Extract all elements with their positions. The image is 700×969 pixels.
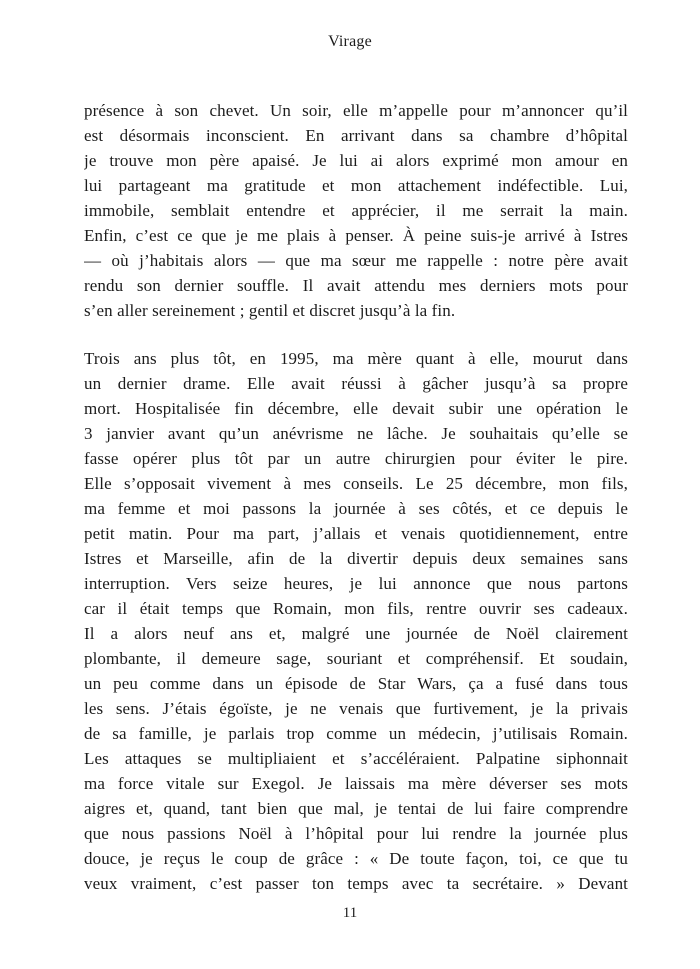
text-line: est désormais inconscient. En arrivant dans sa chambre d’hôpital — [84, 126, 628, 145]
text-line: un dernier drame. Elle avait réussi à gâcher jusqu’à sa propre — [84, 374, 628, 393]
text-line: je trouve mon père apaisé. Je lui ai alors exprimé mon amour en — [84, 151, 628, 170]
text-line: les sens. J’étais égoïste, je ne venais que furtivement, je la privais — [84, 699, 628, 718]
text-line: interruption. Vers seize heures, je lui annonce que nous partons — [84, 574, 628, 593]
text-line: lui partageant ma gratitude et mon attachement indéfectible. Lui, — [84, 176, 628, 195]
paragraph — [84, 98, 628, 323]
text-line: présence à son chevet. Un soir, elle m’appelle pour m’annoncer qu’il — [84, 101, 628, 120]
text-line: aigres et, quand, tant bien que mal, je tentai de lui faire comprendre — [84, 799, 628, 818]
text-line: s’en aller sereinement ; gentil et discret jusqu’à la fin. — [84, 301, 456, 320]
text-line: petit matin. Pour ma part, j’allais et venais quotidiennement, entre — [84, 524, 628, 543]
text-line: ma femme et moi passons la journée à ses côtés, et ce depuis le — [84, 499, 628, 518]
text-line: rendu son dernier souffle. Il avait attendu mes derniers mots pour — [84, 276, 628, 295]
page-number: 11 — [342, 905, 358, 921]
paragraph — [84, 346, 628, 896]
text-line: que nous passions Noël à l’hôpital pour lui rendre la journée plus — [84, 824, 628, 843]
page-body — [84, 98, 628, 896]
text-line: Il a alors neuf ans et, malgré une journée de Noël clairement — [84, 624, 628, 643]
text-line: douce, je reçus le coup de grâce : « De toute façon, toi, ce que tu — [84, 849, 628, 868]
text-line: plombante, il demeure sage, souriant et compréhensif. Et soudain, — [84, 649, 628, 668]
text-line: mort. Hospitalisée fin décembre, elle devait subir une opération le — [84, 399, 628, 418]
text-line: Elle s’opposait vivement à mes conseils. Le 25 décembre, mon fils, — [84, 474, 628, 493]
text-line: Istres et Marseille, afin de la divertir depuis deux semaines sans — [84, 549, 628, 568]
text-line: Les attaques se multipliaient et s’accéléraient. Palpatine siphonnait — [84, 749, 628, 768]
text-line: fasse opérer plus tôt par un autre chirurgien pour éviter le pire. — [84, 449, 628, 468]
text-line: Trois ans plus tôt, en 1995, ma mère quant à elle, mourut dans — [84, 349, 628, 368]
text-line: un peu comme dans un épisode de Star Wars, ça a fusé dans tous — [84, 674, 628, 693]
text-line: 3 janvier avant qu’un anévrisme ne lâche. Je souhaitais qu’elle se — [84, 424, 628, 443]
text-line: veux vraiment, c’est passer ton temps avec ta secrétaire. » Devant — [84, 874, 628, 893]
text-line: Enfin, c’est ce que je me plais à penser. À peine suis-je arrivé à Istres — [84, 226, 628, 245]
text-line: immobile, semblait entendre et apprécier, il me serrait la main. — [84, 201, 628, 220]
text-line: car il était temps que Romain, mon fils, rentre ouvrir ses cadeaux. — [84, 599, 628, 618]
text-line: — où j’habitais alors — que ma sœur me rappelle : notre père avait — [84, 251, 628, 270]
text-line: de sa famille, je parlais trop comme un médecin, j’utilisais Romain. — [84, 724, 628, 743]
running-header: Virage — [328, 33, 372, 50]
text-line: ma force vitale sur Exegol. Je laissais ma mère déverser ses mots — [84, 774, 628, 793]
